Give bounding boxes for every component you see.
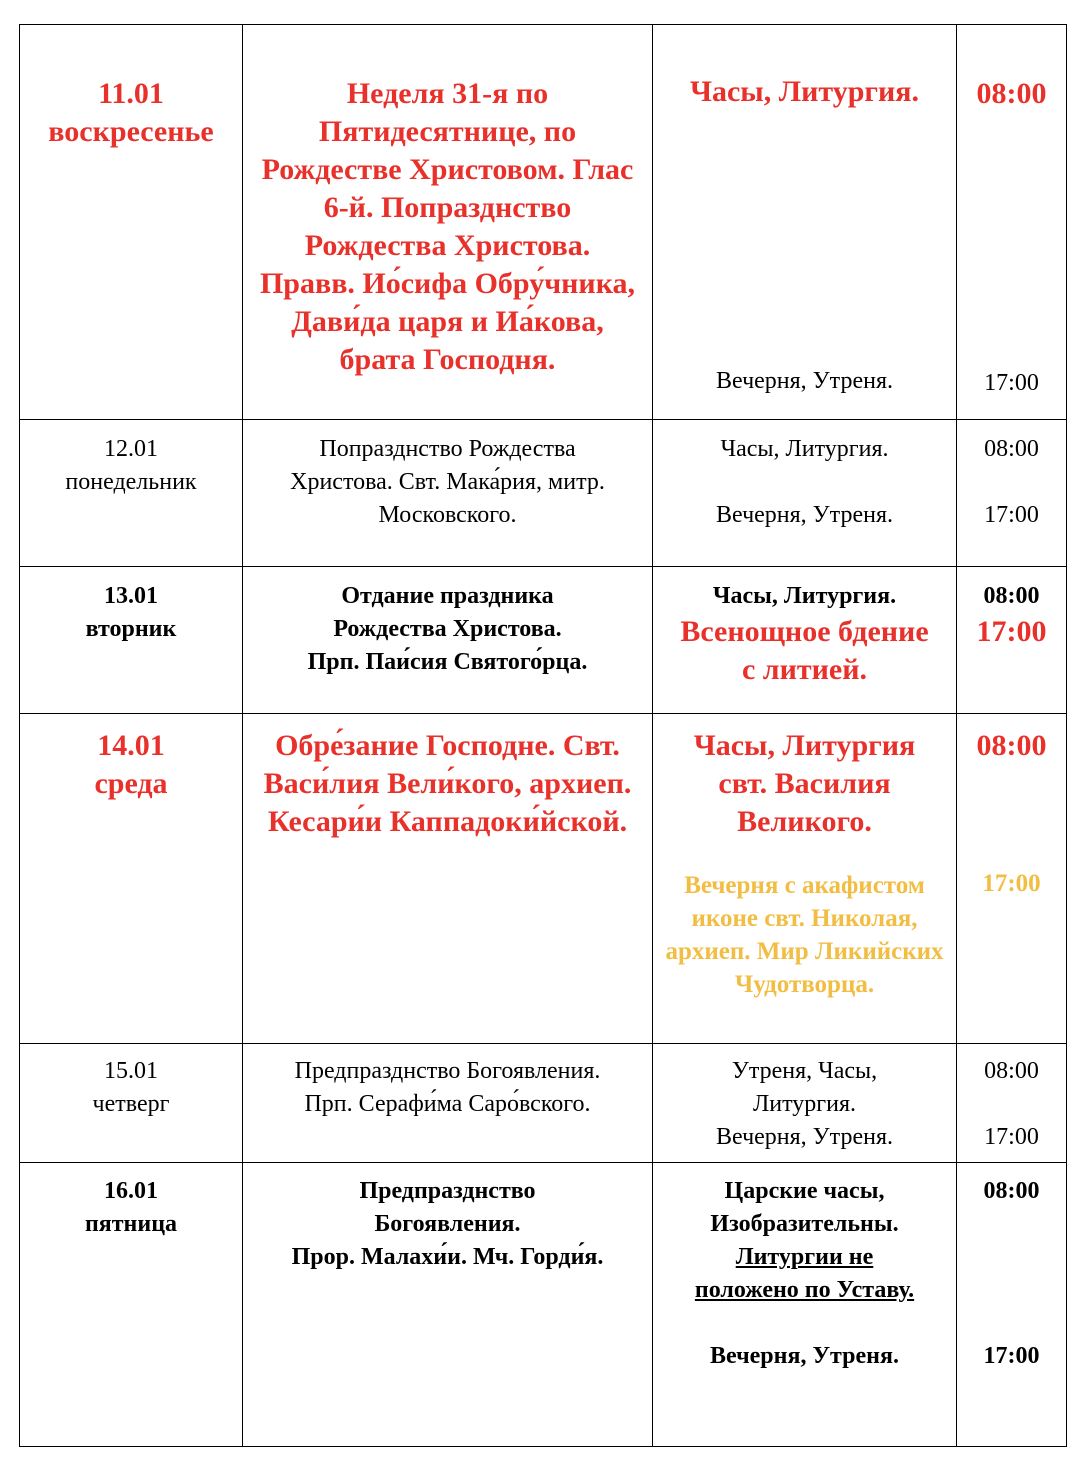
times-cell bbox=[957, 714, 1067, 1044]
times-cell bbox=[957, 1163, 1067, 1447]
feast-description: Неделя 31-я по Пятидесятнице, по Рождестве Христовом. Глас 6-й. Попразднство Рождества Христова. Правв. Ио́сифа Обру́чника, Дави́да царя и Иа́кова, брата Господня. bbox=[259, 77, 636, 376]
feast-cell bbox=[243, 25, 653, 420]
service-evening: Вечерня с акафистом иконе свт. Николая, архиеп. Мир Ликийских Чудотворца. bbox=[665, 872, 944, 998]
feast-description: Попразднство Рождества Христова. Свт. Мака́рия, митр. Московского. bbox=[290, 436, 605, 528]
feast-cell bbox=[243, 420, 653, 567]
date-cell bbox=[20, 1163, 243, 1447]
table-row bbox=[20, 567, 1067, 714]
service-morning: Часы, Литургия свт. Василия Великого. bbox=[693, 729, 916, 838]
weekday: понедельник bbox=[65, 469, 197, 495]
times-cell bbox=[957, 420, 1067, 567]
feast-cell bbox=[243, 714, 653, 1044]
weekday: вторник bbox=[85, 616, 177, 642]
time-morning: 08:00 bbox=[984, 436, 1039, 462]
time-evening: 17:00 bbox=[976, 615, 1047, 648]
time-evening: 17:00 bbox=[983, 1343, 1040, 1369]
service-evening: Вечерня, Утреня. bbox=[716, 1124, 893, 1150]
date-cell bbox=[20, 25, 243, 420]
times-cell bbox=[957, 567, 1067, 714]
feast-description: Предпразднство Богоявления. Прп. Серафи́ма Саро́вского. bbox=[294, 1058, 601, 1117]
date: 13.01 bbox=[104, 583, 158, 609]
service-note: Литургии не положено по Уставу. bbox=[694, 1244, 915, 1303]
time-morning: 08:00 bbox=[976, 729, 1047, 762]
date-cell bbox=[20, 567, 243, 714]
time-evening: 17:00 bbox=[982, 870, 1041, 897]
service-morning: Часы, Литургия. bbox=[720, 436, 889, 462]
date: 14.01 bbox=[97, 729, 165, 762]
time-morning: 08:00 bbox=[983, 583, 1040, 609]
service-schedule-table bbox=[19, 24, 1067, 1447]
date: 16.01 bbox=[104, 1178, 158, 1204]
date-cell bbox=[20, 420, 243, 567]
service-morning: Царские часы, Изобразительны. bbox=[710, 1178, 899, 1237]
time-evening: 17:00 bbox=[984, 370, 1039, 396]
date: 15.01 bbox=[104, 1058, 158, 1084]
feast-cell bbox=[243, 567, 653, 714]
services-cell bbox=[653, 420, 957, 567]
time-evening: 17:00 bbox=[984, 1124, 1039, 1150]
date-cell bbox=[20, 1044, 243, 1163]
date-cell bbox=[20, 714, 243, 1044]
services-cell bbox=[653, 25, 957, 420]
date: 11.01 bbox=[98, 77, 164, 110]
feast-description: Обре́зание Господне. Свт. Васи́лия Вели́кого, архиеп. Кесари́и Каппадоки́йской. bbox=[263, 729, 632, 838]
table-row bbox=[20, 1163, 1067, 1447]
table-row bbox=[20, 714, 1067, 1044]
services-cell bbox=[653, 567, 957, 714]
time-evening: 17:00 bbox=[984, 502, 1039, 528]
feast-cell bbox=[243, 1163, 653, 1447]
weekday: среда bbox=[94, 767, 168, 800]
feast-cell bbox=[243, 1044, 653, 1163]
date: 12.01 bbox=[104, 436, 158, 462]
times-cell bbox=[957, 25, 1067, 420]
time-morning: 08:00 bbox=[983, 1178, 1040, 1204]
service-morning: Часы, Литургия. bbox=[712, 583, 897, 609]
feast-description: Предпразднство Богоявления. Прор. Малахи́и. Мч. Горди́я. bbox=[291, 1178, 604, 1270]
service-evening: Вечерня, Утреня. bbox=[716, 502, 893, 528]
time-morning: 08:00 bbox=[976, 77, 1047, 110]
table-row bbox=[20, 1044, 1067, 1163]
weekday: воскресенье bbox=[48, 115, 214, 148]
services-cell bbox=[653, 1044, 957, 1163]
service-evening: Всенощное бдение с литией. bbox=[680, 615, 929, 686]
services-cell bbox=[653, 1163, 957, 1447]
feast-description: Отдание праздника Рождества Христова. Прп. Паи́сия Святого́рца. bbox=[307, 583, 588, 675]
weekday: четверг bbox=[92, 1091, 170, 1117]
service-evening: Вечерня, Утреня. bbox=[710, 1343, 899, 1369]
service-morning: Утреня, Часы, Литургия. bbox=[731, 1058, 878, 1117]
services-cell bbox=[653, 714, 957, 1044]
times-cell bbox=[957, 1044, 1067, 1163]
weekday: пятница bbox=[84, 1211, 178, 1237]
service-evening: Вечерня, Утреня. bbox=[716, 368, 893, 394]
time-morning: 08:00 bbox=[984, 1058, 1039, 1084]
table-row bbox=[20, 420, 1067, 567]
service-morning: Часы, Литургия. bbox=[689, 75, 920, 108]
table-row bbox=[20, 25, 1067, 420]
